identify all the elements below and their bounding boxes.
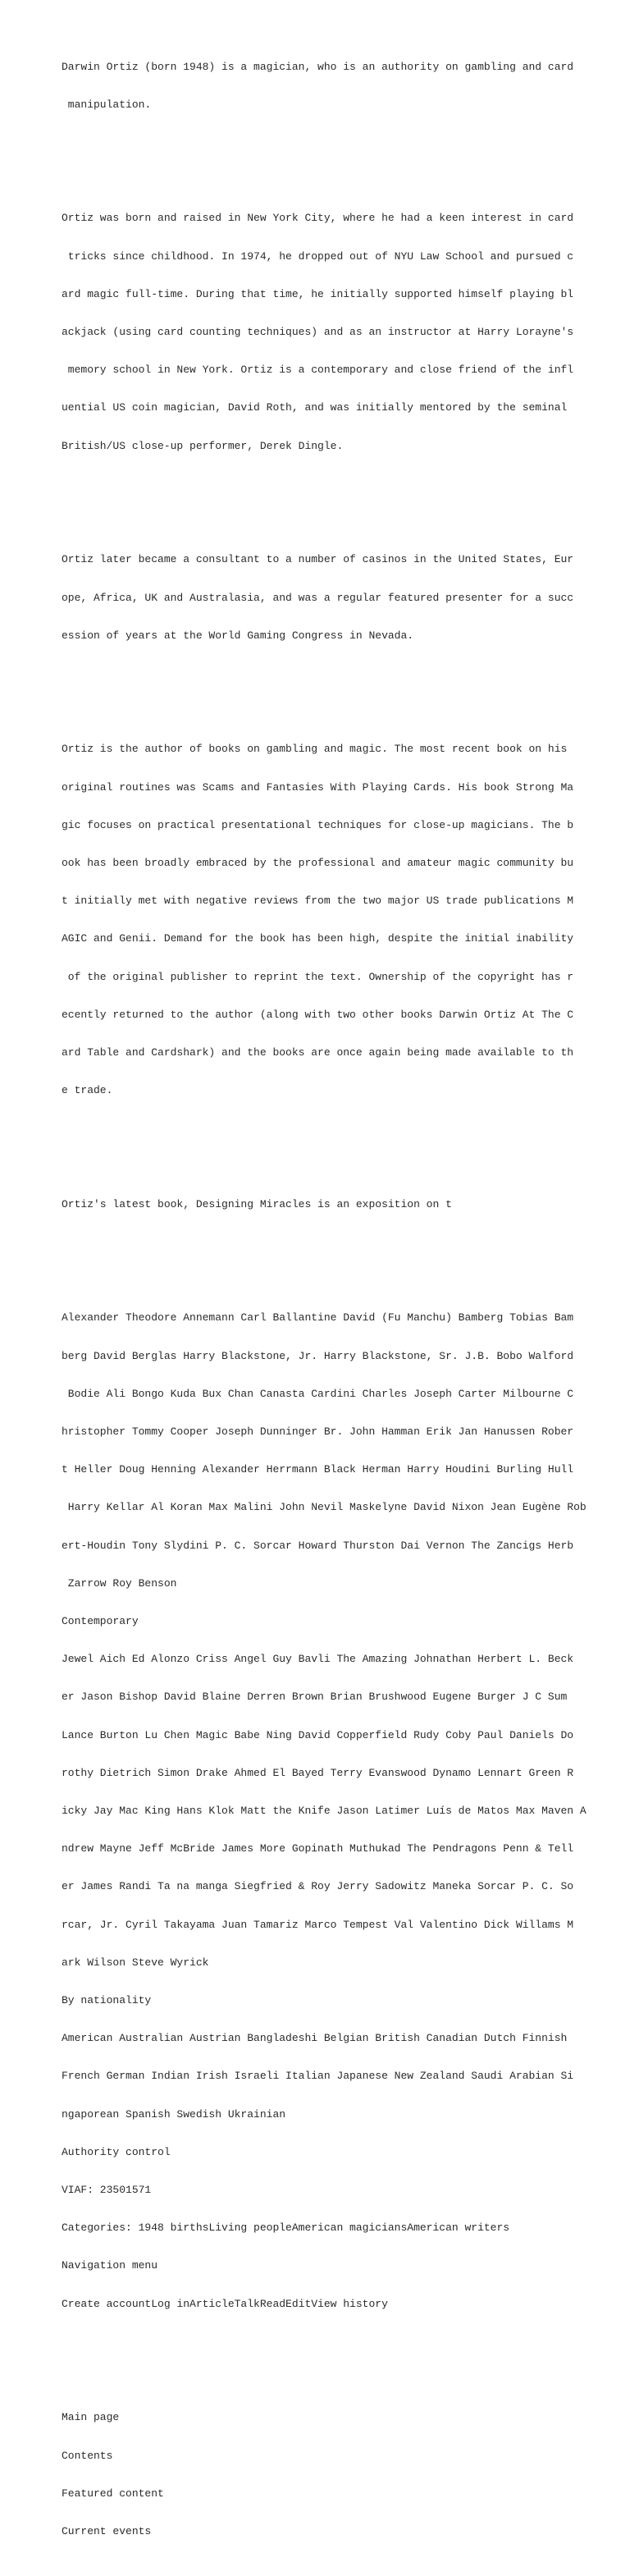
text-line: Lance Burton Lu Chen Magic Babe Ning David Copperfield Rudy Coby Paul Daniels Do <box>62 1728 574 1741</box>
text-line: rcar, Jr. Cyril Takayama Juan Tamariz Marco Tempest Val Valentino Dick Willams M <box>62 1918 574 1931</box>
text-line: hristopher Tommy Cooper Joseph Dunninger Br. John Hamman Erik Jan Hanussen Rober <box>62 1425 574 1439</box>
nav-link-contents[interactable]: Contents <box>62 2449 113 2462</box>
text-line: ook has been broadly embraced by the professional and amateur magic community bu <box>62 856 574 869</box>
consultant-paragraph <box>62 528 619 666</box>
text-line: ngaporean Spanish Swedish Ukrainian <box>62 2107 286 2121</box>
text-line: Harry Kellar Al Koran Max Malini John Nevil Maskelyne David Nixon Jean Eugène Rob <box>62 1501 587 1514</box>
section-heading-contemporary: Contemporary <box>62 1615 139 1628</box>
text-line: Jewel Aich Ed Alonzo Criss Angel Guy Bavli The Amazing Johnathan Herbert L. Beck <box>62 1653 574 1666</box>
text-line: French German Indian Irish Israeli Italian Japanese New Zealand Saudi Arabian Si <box>62 2070 574 2083</box>
text-line: ert-Houdin Tony Slydini P. C. Sorcar Howard Thurston Dai Vernon The Zancigs Herb <box>62 1539 574 1552</box>
text-line: ard magic full-time. During that time, he initially supported himself playing bl <box>62 287 574 300</box>
text-line: ession of years at the World Gaming Congress in Nevada. <box>62 629 414 642</box>
text-line: er Jason Bishop David Blaine Derren Brown Brian Brushwood Eugene Burger J C Sum <box>62 1691 568 1704</box>
text-line: Ortiz's latest book, Designing Miracles is an exposition on t <box>62 1197 452 1210</box>
text-line: memory school in New York. Ortiz is a contemporary and close friend of the infl <box>62 364 574 377</box>
text-line: ark Wilson Steve Wyrick <box>62 1956 209 1969</box>
nav-link-current-events[interactable]: Current events <box>62 2524 152 2537</box>
early-life-paragraph <box>62 187 619 478</box>
text-line: AGIC and Genii. Demand for the book has been high, despite the initial inability <box>62 932 574 945</box>
footer-block <box>62 1287 619 2336</box>
text-line: ard Table and Cardshark) and the books are once again being made available to th <box>62 1045 574 1059</box>
text-line: Ortiz later became a consultant to a number of casinos in the United States, Eur <box>62 553 574 566</box>
text-line: icky Jay Mac King Hans Klok Matt the Knife Jason Latimer Luís de Matos Max Maven A <box>62 1805 587 1818</box>
account-and-view-links[interactable]: Create accountLog inArticleTalkReadEditView history <box>62 2297 388 2310</box>
text-line: er James Randi Ta na manga Siegfried & Roy Jerry Sadowitz Maneka Sorcar P. C. So <box>62 1880 574 1893</box>
books-paragraph <box>62 718 619 1123</box>
text-line: ope, Africa, UK and Australasia, and was a regular featured presenter for a succ <box>62 591 574 604</box>
viaf-id: VIAF: 23501571 <box>62 2184 152 2197</box>
text-line: Alexander Theodore Annemann Carl Ballantine David (Fu Manchu) Bamberg Tobias Bam <box>62 1311 574 1325</box>
text-line: Darwin Ortiz (born 1948) is a magician, who is an authority on gambling and card <box>62 60 574 73</box>
text-line: ackjack (using card counting techniques) and as an instructor at Harry Lorayne's <box>62 326 574 339</box>
section-heading-authority-control: Authority control <box>62 2145 171 2158</box>
text-line: berg David Berglas Harry Blackstone, Jr. Harry Blackstone, Sr. J.B. Bobo Walford <box>62 1349 574 1362</box>
text-line: original routines was Scams and Fantasies With Playing Cards. His book Strong Ma <box>62 780 574 794</box>
text-line: Ortiz is the author of books on gambling and magic. The most recent book on his <box>62 743 568 756</box>
nav-link-main-page[interactable]: Main page <box>62 2411 120 2424</box>
text-line: Zarrow Roy Benson <box>62 1576 177 1590</box>
intro-paragraph <box>62 35 619 136</box>
nav-link-featured-content[interactable]: Featured content <box>62 2487 164 2500</box>
latest-book-paragraph <box>62 1173 619 1236</box>
navigation-menu-heading: Navigation menu <box>62 2259 158 2272</box>
categories-line: Categories: 1948 birthsLiving peopleAmerican magiciansAmerican writers <box>62 2221 510 2235</box>
text-line: tricks since childhood. In 1974, he dropped out of NYU Law School and pursued c <box>62 249 574 263</box>
text-line: Bodie Ali Bongo Kuda Bux Chan Canasta Cardini Charles Joseph Carter Milbourne C <box>62 1387 574 1400</box>
text-line: ndrew Mayne Jeff McBride James More Gopinath Muthukad The Pendragons Penn & Tell <box>62 1842 574 1855</box>
text-line: ecently returned to the author (along with two other books Darwin Ortiz At The C <box>62 1008 574 1021</box>
text-line: American Australian Austrian Bangladeshi Belgian British Canadian Dutch Finnish <box>62 2032 568 2045</box>
text-line: manipulation. <box>62 98 152 111</box>
text-line: t initially met with negative reviews from the two major US trade publications M <box>62 895 574 908</box>
navigation-links <box>62 2386 619 2564</box>
text-line: uential US coin magician, David Roth, and was initially mentored by the seminal <box>62 401 568 414</box>
text-line: gic focuses on practical presentational techniques for close-up magicians. The b <box>62 818 574 831</box>
text-line: British/US close-up performer, Derek Dingle. <box>62 439 344 452</box>
section-heading-by-nationality: By nationality <box>62 1994 152 2007</box>
text-line: e trade. <box>62 1084 113 1097</box>
text-line: t Heller Doug Henning Alexander Herrmann Black Herman Harry Houdini Burling Hull <box>62 1463 574 1476</box>
text-line: rothy Dietrich Simon Drake Ahmed El Bayed Terry Evanswood Dynamo Lennart Green R <box>62 1766 574 1779</box>
article-text <box>62 10 619 2576</box>
text-line: Ortiz was born and raised in New York City, where he had a keen interest in card <box>62 212 574 225</box>
text-line: of the original publisher to reprint the text. Ownership of the copyright has r <box>62 970 574 983</box>
